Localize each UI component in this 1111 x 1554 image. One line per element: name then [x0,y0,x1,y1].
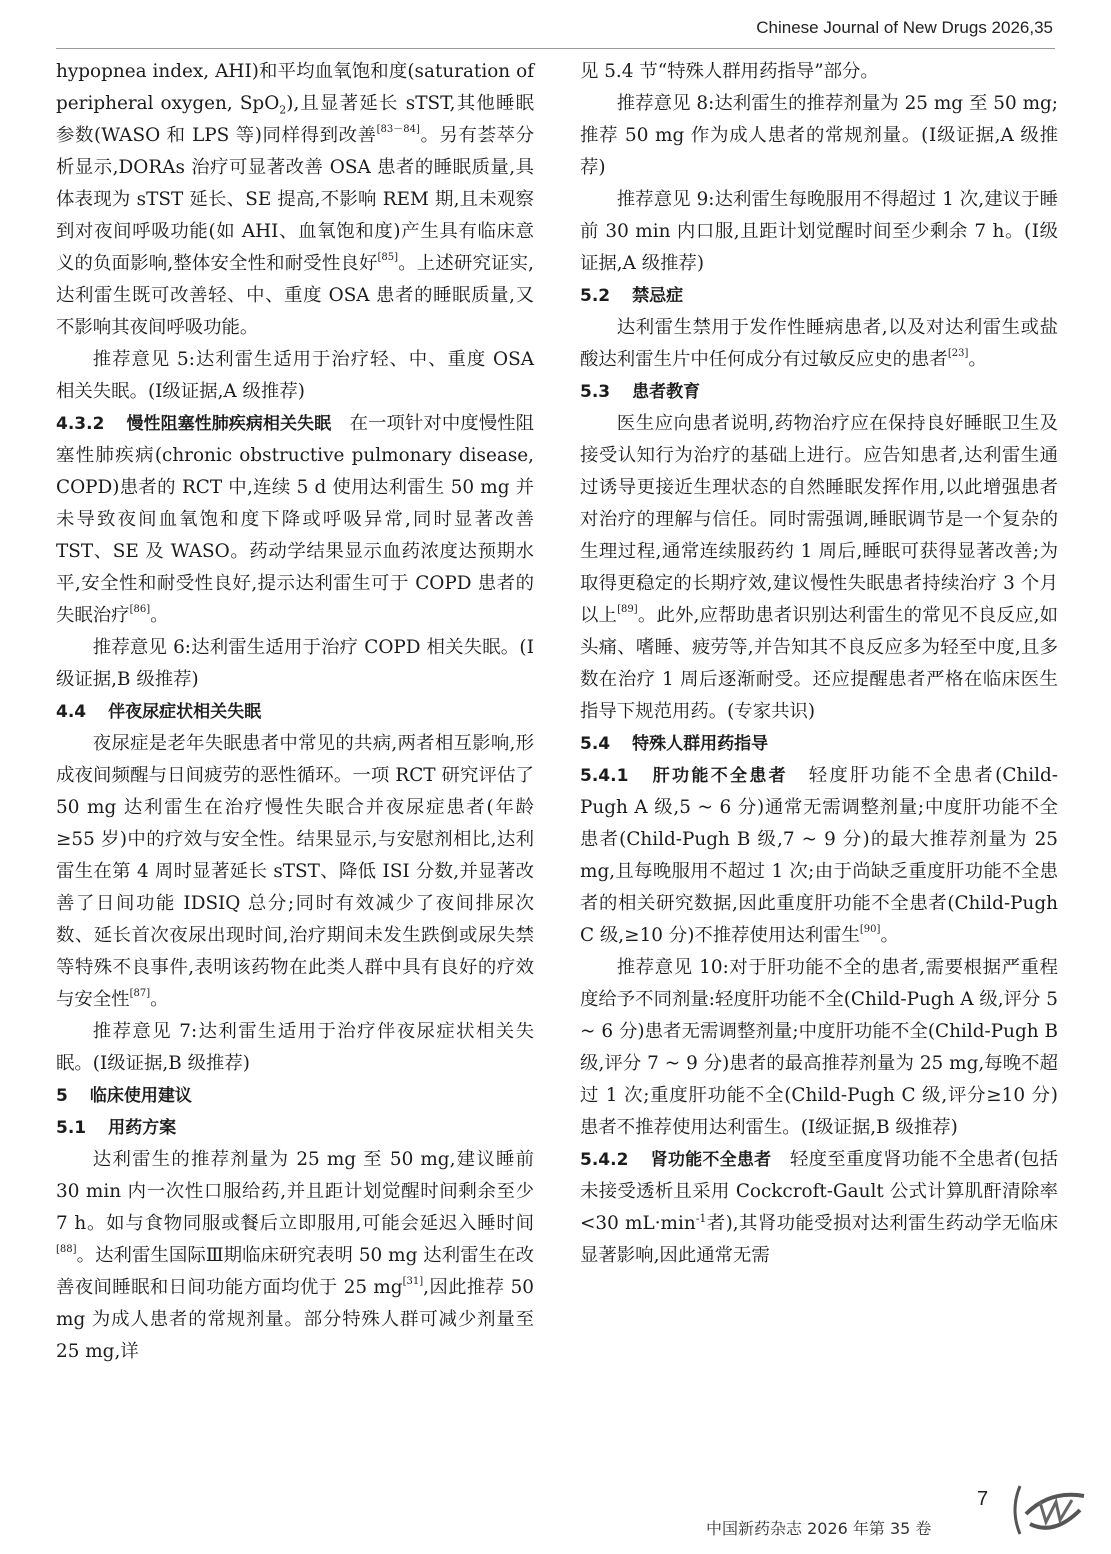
recommendation-5: 推荐意见 5:达利雷生适用于治疗轻、中、重度 OSA 相关失眠。(Ⅰ级证据,A 级推荐) [56,349,534,402]
paragraph-nocturia: 夜尿症是老年失眠患者中常见的共病,两者相互影响,形成夜间频醒与日间疲劳的恶性循环。一项 RCT 研究评估了 50 mg 达利雷生在治疗慢性失眠合并夜尿症患者(年龄≥55 岁)中的疗效与安全性。结果显示,与安慰剂相比,达利雷生在第 4 周时显著延长 sTST、降低 ISI 分数,并显著改善了日间功能 IDSIQ 总分;同时有效减少了夜间排尿次数、延长首次夜尿出现时间,治疗期间未发生跌倒或尿失禁等特殊不良事件,表明该药物在此类人群中具有良好的疗效与安全性[87]。 [56,733,534,1010]
paragraph-dosing: 达利雷生的推荐剂量为 25 mg 至 50 mg,建议睡前 30 min 内一次性口服给药,并且距计划觉醒时间剩余至少 7 h。如与食物同服或餐后立即服用,可能会延迟入睡时间[88]。达利雷生国际Ⅲ期临床研究表明 50 mg 达利雷生在改善夜间睡眠和日间功能方面均优于 25 mg[31],因此推荐 50 mg 为成人患者的常规剂量。部分特殊人群可减少剂量至 25 mg,详 [56,1149,535,1362]
paragraph-osa: hypopnea index, AHI)和平均血氧饱和度(saturation of peripheral oxygen, SpO$_2$),且显著延长 sTST,其他睡眠参数(WASO 和 LPS 等)同样得到改善[83－84]。另有荟萃分析显示,DORAs 治疗可显著改善 OSA 患者的睡眠质量,具体表现为 sTST 延长、SE 提高,不影响 REM 期,且未观察到对夜间呼吸功能(如 AHI、血氧饱和度)产生具有临床意义的负面影响,整体安全性和耐受性良好[85]。上述研究证实,达利雷生既可改善轻、中、重度 OSA 患者的睡眠质量,又不影响其夜间呼吸功能。 [56,61,534,338]
recommendation-9: 推荐意见 9:达利雷生每晚服用不得超过 1 次,建议于睡前 30 min 内口服,且距计划觉醒时间至少剩余 7 h。(Ⅰ级证据,A 级推荐) [580,189,1058,274]
section-heading-5-2: 5.2 禁忌症 [580,286,684,306]
citation: [83－84] [376,124,420,135]
section-heading-4-4: 4.4 伴夜尿症状相关失眠 [56,702,262,722]
recommendation-8: 推荐意见 8:达利雷生的推荐剂量为 25 mg 至 50 mg;推荐 50 mg 作为成人患者的常规剂量。(Ⅰ级证据,A 级推荐) [580,93,1058,178]
citation: [31] [402,1276,424,1287]
header-rule [56,48,1055,49]
section-heading-5: 5 临床使用建议 [56,1086,192,1106]
page-number: 7 [977,1488,989,1510]
left-column [56,56,534,1368]
citation: [89] [617,604,638,615]
paragraph-continuation: 见 5.4 节“特殊人群用药指导”部分。 [580,61,879,82]
section-heading-5-4: 5.4 特殊人群用药指导 [580,734,769,754]
citation: [23] [947,348,969,359]
citation: [88] [56,1244,77,1255]
citation: [87] [129,988,151,999]
section-5-4-2: 5.4.2 肾功能不全患者 轻度至重度肾功能不全患者(包括未接受透析且采用 Cockcroft-Gault 公式计算肌酐清除率 <30 $mL\cdot\min^{-1}$者),其肾功能受损对达利雷生药动学无临床显著影响,因此通常无需 [580,1149,1058,1266]
citation: [86] [129,604,151,615]
journal-footer: 中国新药杂志 2026 年第 35 卷 [706,1519,932,1538]
journal-logo-icon [1010,1484,1090,1536]
recommendation-7: 推荐意见 7:达利雷生适用于治疗伴夜尿症状相关失眠。(Ⅰ级证据,B 级推荐) [56,1021,534,1074]
section-heading-5-1: 5.1 用药方案 [56,1118,177,1138]
paragraph-patient-education: 医生应向患者说明,药物治疗应在保持良好睡眠卫生及接受认知行为治疗的基础上进行。应告知患者,达利雷生通过诱导更接近生理状态的自然睡眠发挥作用,以此增强患者对治疗的理解与信任。同时需强调,睡眠调节是一个复杂的生理过程,通常连续服药约 1 周后,睡眠可获得显著改善;为取得更稳定的长期疗效,建议慢性失眠患者持续治疗 3 个月以上[89]。此外,应帮助患者识别达利雷生的常见不良反应,如头痛、嗜睡、疲劳等,并告知其不良反应多为轻至中度,且多数在治疗 1 周后逐渐耐受。还应提醒患者严格在临床医生指导下规范用药。(专家共识) [580,413,1058,722]
paragraph-contraindications: 达利雷生禁用于发作性睡病患者,以及对达利雷生或盐酸达利雷生片中任何成分有过敏反应史的患者[23]。 [580,317,1058,370]
journal-header: Chinese Journal of New Drugs 2026,35 [756,18,1053,37]
citation: [85] [377,252,399,263]
section-heading-5-3: 5.3 患者教育 [580,382,701,402]
recommendation-10: 推荐意见 10:对于肝功能不全的患者,需要根据严重程度给予不同剂量:轻度肝功能不全(Child-Pugh A 级,评分 5 ~ 6 分)患者无需调整剂量;中度肝功能不全(Child-Pugh B 级,评分 7 ~ 9 分)患者的最高推荐剂量为 25 mg,每晚不超过 1 次;重度肝功能不全(Child-Pugh C 级,评分≥10 分)患者不推荐使用达利雷生。(Ⅰ级证据,B 级推荐) [580,957,1058,1138]
citation: [90] [859,924,881,935]
section-5-4-1: 5.4.1 肝功能不全患者 轻度肝功能不全患者(Child-Pugh A 级,5 ~ 6 分)通常无需调整剂量;中度肝功能不全患者(Child-Pugh B 级,7 ~ 9 分)的最大推荐剂量为 25 mg,且每晚服用不超过 1 次;由于尚缺乏重度肝功能不全患者的相关研究数据,因此重度肝功能不全患者(Child-Pugh C 级,≥10 分)不推荐使用达利雷生[90]。 [580,765,1059,946]
section-4-3-2: 4.3.2 慢性阻塞性肺疾病相关失眠 在一项针对中度慢性阻塞性肺疾病(chronic obstructive pulmonary disease, COPD)患者的 RCT 中,连续 5 d 使用达利雷生 50 mg 并未导致夜间血氧饱和度下降或呼吸异常,同时显著改善 TST、SE 及 WASO。药动学结果显示血药浓度达预期水平,安全性和耐受性良好,提示达利雷生可于 COPD 患者的失眠治疗[86]。 [56,413,534,626]
recommendation-6: 推荐意见 6:达利雷生适用于治疗 COPD 相关失眠。(Ⅰ级证据,B 级推荐) [56,637,534,690]
right-column [580,56,1058,1272]
